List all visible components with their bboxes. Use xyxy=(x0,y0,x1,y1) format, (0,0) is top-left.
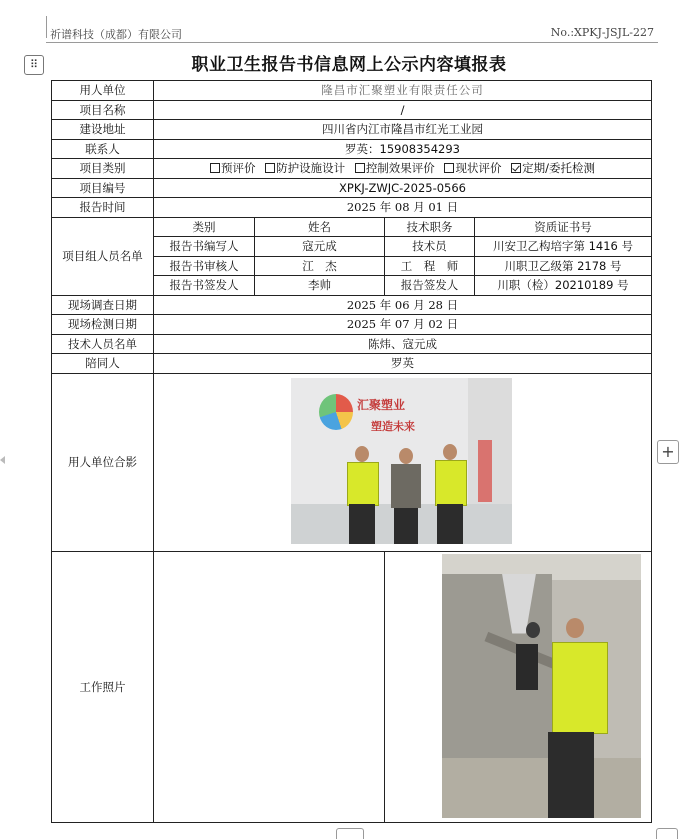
test-date-label: 现场检测日期 xyxy=(52,315,154,335)
header-doc-number: No.:XPKJ-JSJL-227 xyxy=(550,26,654,39)
group-photo-label: 用人单位合影 xyxy=(52,373,154,551)
team-header-cert: 资质证书号 xyxy=(475,217,652,237)
team-role: 报告书签发人 xyxy=(154,276,255,296)
checkbox-icon[interactable] xyxy=(355,163,365,173)
report-date-label: 报告时间 xyxy=(52,198,154,218)
employer-value[interactable]: 隆昌市汇聚塑业有限责任公司 xyxy=(154,81,652,101)
person-head xyxy=(399,448,413,464)
person-head xyxy=(443,444,457,460)
category-option-protection-design[interactable] xyxy=(265,160,345,176)
person-pants xyxy=(548,732,594,818)
category-option-control-effect[interactable] xyxy=(355,160,435,176)
escort-label: 陪同人 xyxy=(52,354,154,374)
category-option-label: 预评价 xyxy=(221,161,256,176)
person-pants xyxy=(349,504,375,544)
category-option-pre-evaluation[interactable] xyxy=(210,160,256,176)
photo-door xyxy=(478,440,492,502)
team-cert[interactable]: 川职卫乙级第 2178 号 xyxy=(475,256,652,276)
row-escort xyxy=(52,354,652,374)
row-test-date xyxy=(52,315,652,335)
technicians-value[interactable]: 陈炜、寇元成 xyxy=(154,334,652,354)
survey-date-label: 现场调查日期 xyxy=(52,295,154,315)
row-group-photo xyxy=(52,373,652,551)
team-title[interactable]: 工 程 师 xyxy=(385,256,475,276)
category-option-periodic-testing[interactable] xyxy=(511,160,595,176)
category-option-status-evaluation[interactable] xyxy=(444,160,501,176)
test-date-value[interactable]: 2025 年 07 月 02 日 xyxy=(154,315,652,335)
page-bottom-tab[interactable] xyxy=(656,828,678,839)
row-category xyxy=(52,159,652,179)
page-title: 职业卫生报告书信息网上公示内容填报表 xyxy=(191,55,507,75)
team-header-title: 技术职务 xyxy=(385,217,475,237)
project-number-value[interactable]: XPKJ-ZWJC-2025-0566 xyxy=(154,178,652,198)
category-option-label: 现状评价 xyxy=(455,161,502,176)
category-label: 项目类别 xyxy=(52,159,154,179)
margin-marker-icon xyxy=(0,456,5,464)
row-project-number xyxy=(52,178,652,198)
person-safety-vest xyxy=(435,460,467,506)
person-pants xyxy=(394,508,418,544)
project-name-value[interactable]: / xyxy=(154,100,652,120)
group-photo-cell xyxy=(154,373,652,551)
category-options xyxy=(154,159,652,179)
disclosure-form-table xyxy=(51,80,652,823)
row-employer xyxy=(52,81,652,101)
report-date-value[interactable]: 2025 年 08 月 01 日 xyxy=(154,198,652,218)
work-photo-label: 工作照片 xyxy=(52,551,154,822)
contact-value[interactable]: 罗英：15908354293 xyxy=(154,139,652,159)
team-header-row xyxy=(52,217,652,237)
row-address xyxy=(52,120,652,140)
technicians-label: 技术人员名单 xyxy=(52,334,154,354)
page-corner-mark xyxy=(36,16,47,38)
category-option-label: 防护设施设计 xyxy=(276,161,346,176)
team-name[interactable]: 李帅 xyxy=(255,276,385,296)
team-role: 报告书审核人 xyxy=(154,256,255,276)
work-photo-left-cell xyxy=(154,551,385,822)
checkbox-icon[interactable] xyxy=(265,163,275,173)
row-contact xyxy=(52,139,652,159)
team-name[interactable]: 江 杰 xyxy=(255,256,385,276)
photo-slogan-line1: 汇聚塑业 xyxy=(357,397,406,412)
person-head xyxy=(526,622,540,638)
person-pants xyxy=(437,504,463,544)
team-header-role: 类别 xyxy=(154,217,255,237)
group-photo-image[interactable] xyxy=(291,378,512,544)
row-technicians xyxy=(52,334,652,354)
team-label: 项目组人员名单 xyxy=(52,217,154,295)
address-label: 建设地址 xyxy=(52,120,154,140)
page-bottom-tab[interactable] xyxy=(336,828,364,839)
checkbox-checked-icon[interactable] xyxy=(511,163,521,173)
team-header-name: 姓名 xyxy=(255,217,385,237)
row-project-name xyxy=(52,100,652,120)
checkbox-icon[interactable] xyxy=(444,163,454,173)
team-cert[interactable]: 川职（检）20210189 号 xyxy=(475,276,652,296)
person-head xyxy=(355,446,369,462)
team-name[interactable]: 寇元成 xyxy=(255,237,385,257)
header-rule xyxy=(46,42,658,43)
header-company: 祈谱科技（成都）有限公司 xyxy=(50,28,182,41)
company-logo-icon xyxy=(319,394,353,430)
photo-floor xyxy=(442,758,641,818)
address-value[interactable]: 四川省内江市隆昌市红光工业园 xyxy=(154,120,652,140)
project-name-label: 项目名称 xyxy=(52,100,154,120)
team-cert[interactable]: 川安卫乙构培字第 1416 号 xyxy=(475,237,652,257)
work-photo-image[interactable] xyxy=(442,554,641,818)
category-option-label: 定期/委托检测 xyxy=(522,161,595,176)
person-head xyxy=(566,618,584,638)
add-row-plus-icon[interactable]: + xyxy=(657,440,679,464)
category-option-label: 控制效果评价 xyxy=(365,161,435,176)
person-shirt xyxy=(391,464,421,508)
work-photo-right-cell xyxy=(385,551,652,822)
team-title[interactable]: 技术员 xyxy=(385,237,475,257)
person-safety-vest xyxy=(552,642,608,734)
escort-value[interactable]: 罗英 xyxy=(154,354,652,374)
person-shirt xyxy=(516,644,538,690)
contact-label: 联系人 xyxy=(52,139,154,159)
team-title[interactable]: 报告签发人 xyxy=(385,276,475,296)
checkbox-icon[interactable] xyxy=(210,163,220,173)
photo-slogan-line2: 塑造未来 xyxy=(371,419,415,433)
survey-date-value[interactable]: 2025 年 06 月 28 日 xyxy=(154,295,652,315)
employer-label: 用人单位 xyxy=(52,81,154,101)
project-number-label: 项目编号 xyxy=(52,178,154,198)
row-report-date xyxy=(52,198,652,218)
row-survey-date xyxy=(52,295,652,315)
table-move-handle-icon[interactable]: ⠿ xyxy=(24,55,44,75)
row-work-photo xyxy=(52,551,652,822)
team-role: 报告书编写人 xyxy=(154,237,255,257)
person-safety-vest xyxy=(347,462,379,506)
